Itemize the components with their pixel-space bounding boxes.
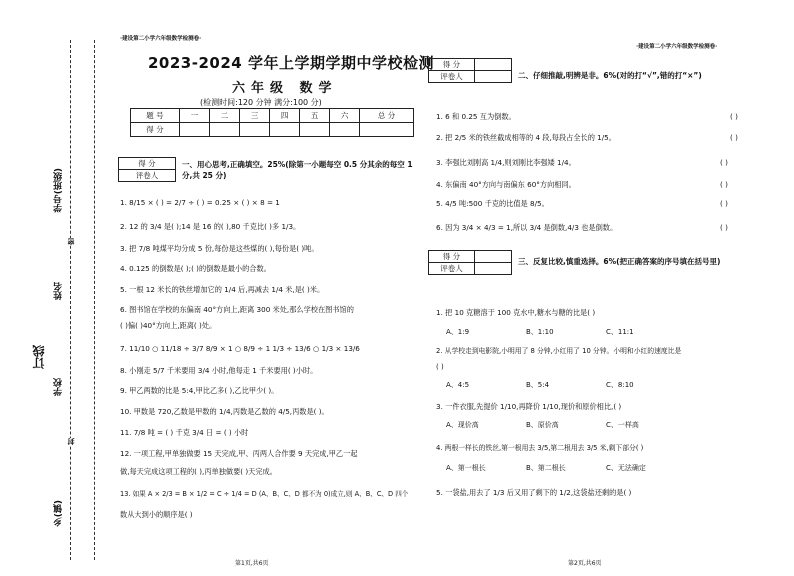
s1-q2: 2. 12 的 3/4 是( );14 是 16 的( ),80 千克比( )多 1/3。 <box>120 222 301 231</box>
student-id-label: 学号(班级) <box>54 168 64 213</box>
s1-q13-cont: 数从大到小的顺序是( ) <box>120 510 193 519</box>
score-header-cell: 总 分 <box>360 109 414 123</box>
binding-line-inner <box>94 40 95 560</box>
s1-q13: 13. 如果 A × 2/3 = B × 1/2 = C ÷ 1/4 = D (A、B、C、D 都不为 0)成立,则 A、B、C、D 四个 <box>120 490 409 498</box>
seal-mark-a: 密 <box>67 238 75 245</box>
s3-q1: 1. 把 10 克糖溶于 100 克水中,糖水与糖的比是( ) <box>436 308 596 317</box>
s2-q4-answer[interactable]: ( ) <box>720 180 728 189</box>
score-cell[interactable] <box>240 123 270 137</box>
score-row-label: 得 分 <box>131 123 180 137</box>
score-cell[interactable] <box>210 123 240 137</box>
score-header-cell: 三 <box>240 109 270 123</box>
grader-score-label: 得 分 <box>429 59 475 71</box>
grader-score-label: 得 分 <box>429 251 475 263</box>
s2-q6: 6. 因为 3/4 × 4/3 = 1,所以 3/4 是倒数,4/3 也是倒数。 <box>436 223 618 232</box>
s3-q3-option-c[interactable]: C、一样高 <box>606 421 639 429</box>
score-header-cell: 一 <box>180 109 210 123</box>
score-header-cell: 二 <box>210 109 240 123</box>
section3-heading: 三、反复比较,慎重选择。6%(把正确答案的序号填在括号里) <box>518 257 721 266</box>
s2-q3-answer[interactable]: ( ) <box>720 158 728 167</box>
exam-subtitle: 六年级 数学 <box>232 81 338 96</box>
grader-name-cell[interactable] <box>475 71 512 83</box>
grader-score-cell[interactable] <box>475 59 512 71</box>
s3-q4-option-b[interactable]: B、第二根长 <box>526 464 566 472</box>
s3-q1-option-c[interactable]: C、11:1 <box>606 328 634 336</box>
s3-q4: 4. 两根一样长的铁丝,第一根用去 3/5,第二根用去 3/5 米,剩下部分( ) <box>436 444 644 452</box>
grader-name-label: 评卷人 <box>119 170 176 182</box>
s1-q1: 1. 8/15 × ( ) = 2/7 ÷ ( ) = 0.25 × ( ) × 8 = 1 <box>120 198 280 207</box>
s1-q11: 11. 7/8 吨 = ( ) 千克 3/4 日 = ( ) 小时 <box>120 428 249 437</box>
s2-q5: 5. 4/5 吨:500 千克的比值是 8/5。 <box>436 199 549 208</box>
s3-q2-option-c[interactable]: C、8:10 <box>606 381 634 389</box>
score-cell[interactable] <box>180 123 210 137</box>
grader-score-label: 得 分 <box>119 158 176 170</box>
section1-heading: 一、用心思考,正确填空。25%(除第一小题每空 0.5 分其余的每空 1 分,共 25 分) <box>182 160 413 180</box>
s1-q9: 9. 甲乙两数的比是 5:4,甲比乙多( ),乙比甲少( )。 <box>120 386 279 395</box>
name-label: 姓名 <box>54 282 64 300</box>
fold-line-label: 订线 <box>32 345 46 369</box>
s2-q1: 1. 6 和 0.25 互为倒数。 <box>436 112 516 121</box>
s2-q4: 4. 东偏南 40°方向与南偏东 60°方向相同。 <box>436 180 576 189</box>
section3-grader-table <box>428 250 512 275</box>
grader-name-label: 评卷人 <box>429 71 475 83</box>
s3-q2-option-a[interactable]: A、4:5 <box>446 381 470 389</box>
page-footer-right: 第2页,共6页 <box>568 560 602 567</box>
s3-q2: 2. 从学校走到电影院,小明用了 8 分钟,小红用了 10 分钟。小明和小红的速度比是 <box>436 347 682 355</box>
seal-mark-b: 封 <box>67 438 75 445</box>
s3-q5: 5. 一袋盐,用去了 1/3 后又用了剩下的 1/2,这袋盐还剩的是( ) <box>436 488 632 497</box>
s3-q2-answer[interactable]: ( ) <box>436 363 444 371</box>
section1-grader-table <box>118 157 176 182</box>
s1-q7: 7. 11/10 ○ 11/18 ÷ 3/7 8/9 × 1 ○ 8/9 ÷ 1 1/3 ÷ 13/6 ○ 1/3 × 13/6 <box>120 344 360 353</box>
s3-q4-option-c[interactable]: C、无法确定 <box>606 464 646 472</box>
s1-q8: 8. 小刚走 5/7 千米要用 3/4 小时,他每走 1 千米要用( )小时。 <box>120 366 318 375</box>
score-header-cell: 五 <box>300 109 330 123</box>
score-cell[interactable] <box>270 123 300 137</box>
binding-line-outer <box>70 40 71 560</box>
grader-name-label: 评卷人 <box>429 263 475 275</box>
page-footer-left: 第1页,共6页 <box>235 560 269 567</box>
section2-grader-table <box>428 58 512 83</box>
town-label: 乡(镇) <box>54 500 64 527</box>
section2-heading: 二、仔细推敲,明辨是非。6%(对的打“√”,错的打“×”) <box>518 71 702 80</box>
s2-q2: 2. 把 2/5 米的铁丝截成相等的 4 段,每段占全长的 1/5。 <box>436 133 616 142</box>
s3-q3: 3. 一件衣服,先提价 1/10,再降价 1/10,现价和原价相比,( ) <box>436 402 622 411</box>
left-page-tag: ·建设第二小学六年级数学检测卷· <box>120 36 202 42</box>
score-header-cell: 题 号 <box>131 109 180 123</box>
s2-q1-answer[interactable]: ( ) <box>730 112 738 121</box>
s1-q3: 3. 把 7/8 吨煤平均分成 5 份,每份是这些煤的( ),每份是( )吨。 <box>120 244 319 253</box>
score-header-cell: 四 <box>270 109 300 123</box>
s3-q1-option-b[interactable]: B、1:10 <box>526 328 554 336</box>
score-cell[interactable] <box>330 123 360 137</box>
grader-score-cell[interactable] <box>475 251 512 263</box>
score-table <box>130 108 414 137</box>
s1-q10: 10. 甲数是 720,乙数是甲数的 1/4,丙数是乙数的 4/5,丙数是( )。 <box>120 407 329 416</box>
s3-q3-option-a[interactable]: A、现价高 <box>446 421 479 429</box>
s2-q3: 3. 李强比刘刚高 1/4,则刘刚比李强矮 1/4。 <box>436 158 576 167</box>
school-label: 学校 <box>54 378 64 396</box>
s1-q6-cont: ( )偏( )40°方向上,距离( )处。 <box>120 321 217 330</box>
s1-q12: 12. 一项工程,甲单独做要 15 天完成,甲、丙两人合作要 9 天完成,甲乙一起 <box>120 449 358 458</box>
score-header-cell: 六 <box>330 109 360 123</box>
score-cell[interactable] <box>300 123 330 137</box>
s3-q4-option-a[interactable]: A、第一根长 <box>446 464 486 472</box>
exam-meta: (检测时间:120 分钟 满分:100 分) <box>200 98 322 107</box>
s2-q5-answer[interactable]: ( ) <box>720 199 728 208</box>
s1-q12-cont: 做,每天完成这项工程的( ),丙单独做要( )天完成。 <box>120 467 277 476</box>
exam-title: 2023-2024 学年上学期学期中学校检测 <box>148 54 434 72</box>
s3-q1-option-a[interactable]: A、1:9 <box>446 328 470 336</box>
grader-name-cell[interactable] <box>475 263 512 275</box>
s2-q2-answer[interactable]: ( ) <box>730 133 738 142</box>
right-page-tag: ·建设第二小学六年级数学检测卷· <box>636 44 718 50</box>
score-cell[interactable] <box>360 123 414 137</box>
s3-q3-option-b[interactable]: B、原价高 <box>526 421 559 429</box>
s1-q5: 5. 一根 12 米长的铁丝增加它的 1/4 后,再减去 1/4 米,是( )米。 <box>120 285 325 294</box>
s1-q6: 6. 图书馆在学校的东偏南 40°方向上,距离 300 米处,那么学校在图书馆的 <box>120 305 354 314</box>
s2-q6-answer[interactable]: ( ) <box>720 223 728 232</box>
s3-q2-option-b[interactable]: B、5:4 <box>526 381 550 389</box>
s1-q4: 4. 0.125 的倒数是( );( )的倒数是最小的合数。 <box>120 264 271 273</box>
